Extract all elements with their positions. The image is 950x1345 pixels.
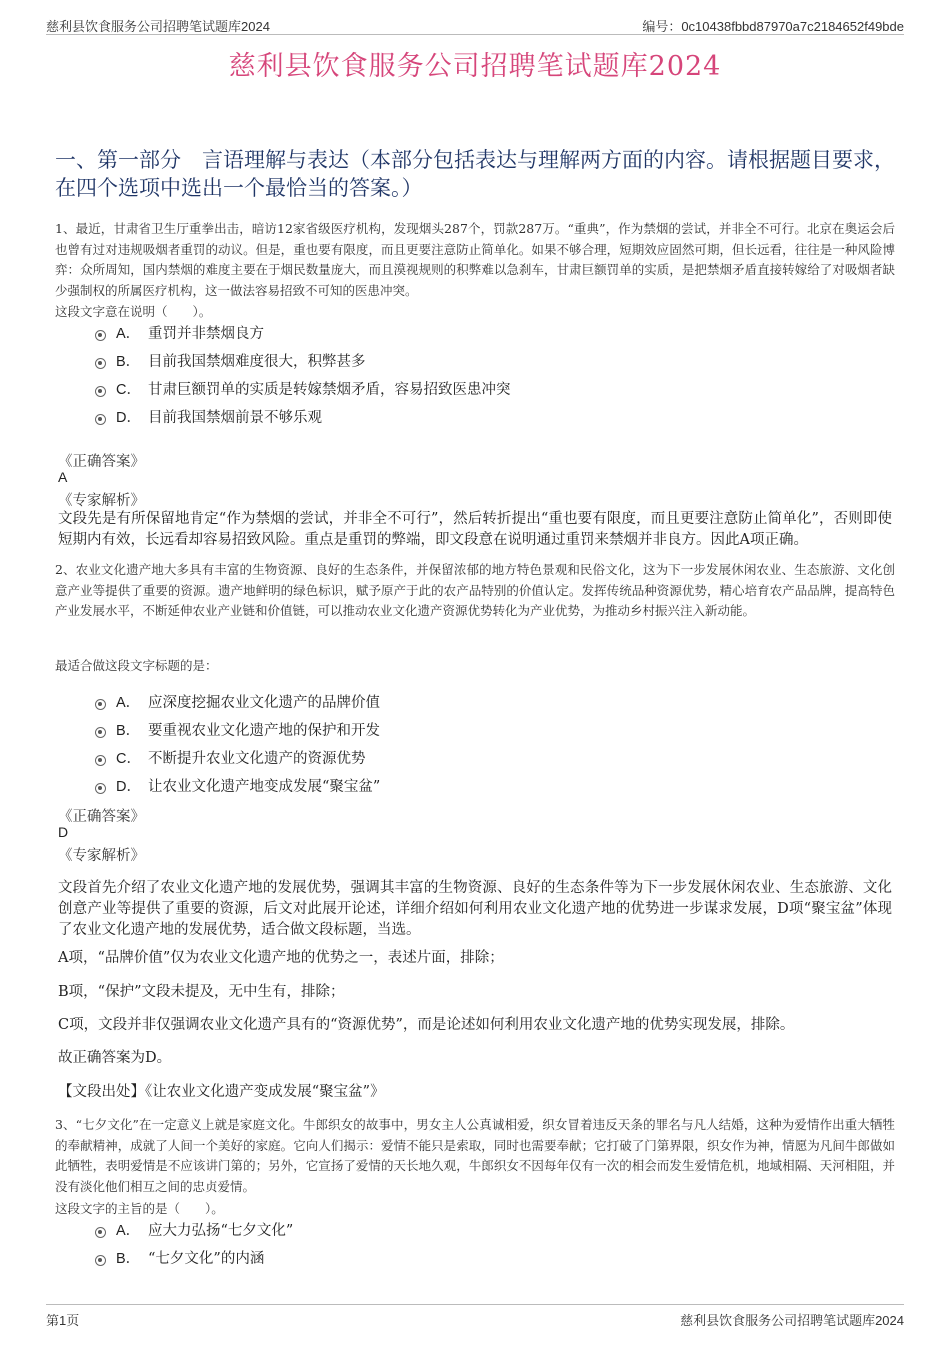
option-b[interactable]: B． 目前我国禁烟难度很大，积弊甚多	[95, 346, 511, 374]
header-doc-id: 编号：0c10438fbbd87970a7c2184652f49bde	[642, 19, 904, 34]
analysis-option-a: A项，“品牌价值”仅为农业文化遗产地的优势之一，表述片面，排除；	[58, 950, 504, 966]
question-3-text: 3、“七夕文化”在一定意义上就是家庭文化。牛郎织女的故事中，男女主人公真诚相爱，织女冒着违反天条的罪名与凡人结婚，这种为爱情作出重大牺牲的奉献精神，成就了人间一个美好的家庭。它向人们揭示：爱情不能只是索取，同时也需要奉献；它打破了门第界限，织女作为神，情愿为凡间牛郎做如此牺牲，表明爱情是不应该讲门第的；另外，它宣扬了爱情的天长地久观，牛郎织女不因每年仅有一次的相会而发生爱情危机，地域相隔、天河相阻，并没有淡化他们相互之间的忠贞爱情。	[55, 1117, 895, 1194]
option-d[interactable]: D． 让农业文化遗产地变成发展“聚宝盆”	[95, 771, 380, 799]
option-a[interactable]: A． 应深度挖掘农业文化遗产的品牌价值	[95, 687, 380, 715]
question-3-options	[95, 1215, 293, 1271]
option-a[interactable]: A． 重罚并非禁烟良方	[95, 318, 511, 346]
section-heading: 一、第一部分 言语理解与表达（本部分包括表达与理解两方面的内容。请根据题目要求，在四个选项中选出一个最恰当的答案。）	[55, 148, 895, 200]
answer-value: D	[58, 824, 69, 840]
radio-icon[interactable]	[95, 386, 106, 397]
analysis-text: 文段首先介绍了农业文化遗产地的发展优势，强调其丰富的生物资源、良好的生态条件等为下一步发展休闲农业、生态旅游、文化创意产业等提供了重要的资源，后文对此展开论述，详细介绍如何利用农业文化遗产地的优势进一步谋求发展，D项“聚宝盆”体现了农业文化遗产地的发展优势，适合做文段标题，当选。	[58, 880, 892, 938]
analysis-conclusion: 故正确答案为D。	[58, 1050, 172, 1066]
radio-icon[interactable]	[95, 414, 106, 425]
option-b[interactable]: B． “七夕文化”的内涵	[95, 1243, 293, 1271]
analysis-source: 【文段出处】《让农业文化遗产变成发展“聚宝盆”》	[58, 1084, 385, 1100]
page-footer	[46, 1304, 904, 1327]
footer-doc-title: 慈利县饮食服务公司招聘笔试题库2024	[680, 1313, 904, 1328]
radio-icon[interactable]	[95, 330, 106, 341]
option-a[interactable]: A． 应大力弘扬“七夕文化”	[95, 1215, 293, 1243]
radio-icon[interactable]	[95, 358, 106, 369]
header-doc-title: 慈利县饮食服务公司招聘笔试题库2024	[46, 19, 270, 34]
answer-label: 《正确答案》	[58, 809, 145, 825]
question-2-options	[95, 687, 380, 799]
option-d[interactable]: D． 目前我国禁烟前景不够乐观	[95, 402, 511, 430]
radio-icon[interactable]	[95, 783, 106, 794]
option-c[interactable]: C． 不断提升农业文化遗产的资源优势	[95, 743, 380, 771]
analysis-option-b: B项，“保护”文段未提及，无中生有，排除；	[58, 984, 345, 1000]
analysis-label: 《专家解析》	[58, 848, 145, 864]
question-1-text: 1、最近，甘肃省卫生厅重拳出击，暗访12家省级医疗机构，发现烟头287个，罚款287万。“重典”，作为禁烟的尝试，并非全不可行。北京在奥运会后也曾有过对违规吸烟者重罚的动议。但是，重也要有限度，而且更要注意防止简单化。如果不够合理，短期效应固然可期，但长远看，往往是一种风险博弈：众所周知，国内禁烟的难度主要在于烟民数量庞大，而且漠视规则的积弊难以急刹车，甘肃巨额罚单的实质，是把禁烟矛盾直接转嫁给了对吸烟者缺少强制权的所属医疗机构，这一做法容易招致不可知的医患冲突。	[55, 221, 895, 298]
radio-icon[interactable]	[95, 1255, 106, 1266]
question-1-options	[95, 318, 511, 430]
radio-icon[interactable]	[95, 1227, 106, 1238]
question-1-prompt: 这段文字意在说明（ ）。	[55, 304, 212, 319]
answer-value: A	[58, 469, 68, 485]
question-2-text: 2、农业文化遗产地大多具有丰富的生物资源、良好的生态条件，并保留浓郁的地方特色景观和民俗文化，这为下一步发展休闲农业、生态旅游、文化创意产业等提供了重要的资源。遗产地鲜明的绿色标识，赋予原产于此的农产品特别的价值认定。发挥传统品种资源优势，精心培育农产品品牌，提高特色产业发展水平，不断延伸农业产业链和价值链，可以推动农业文化遗产资源优势转化为产业优势，为推动乡村振兴注入新动能。	[55, 562, 895, 618]
radio-icon[interactable]	[95, 727, 106, 738]
radio-icon[interactable]	[95, 699, 106, 710]
page-header	[46, 14, 904, 35]
question-3-prompt: 这段文字的主旨的是（ ）。	[55, 1201, 224, 1216]
analysis-option-c: C项，文段并非仅强调农业文化遗产具有的“资源优势”，而是论述如何利用农业文化遗产地的优势实现发展，排除。	[58, 1017, 795, 1033]
analysis-text: 文段先是有所保留地肯定“作为禁烟的尝试，并非全不可行”，然后转折提出“重也要有限度，而且更要注意防止简单化”，否则即使短期内有效，长远看却容易招致风险。重点是重罚的弊端，即文段意在说明通过重罚来禁烟并非良方。因此A项正确。	[58, 511, 892, 548]
radio-icon[interactable]	[95, 755, 106, 766]
option-c[interactable]: C． 甘肃巨额罚单的实质是转嫁禁烟矛盾，容易招致医患冲突	[95, 374, 511, 402]
answer-label: 《正确答案》	[58, 454, 145, 470]
analysis-label: 《专家解析》	[58, 493, 145, 509]
question-2-prompt: 最适合做这段文字标题的是：	[55, 658, 218, 673]
option-b[interactable]: B． 要重视农业文化遗产地的保护和开发	[95, 715, 380, 743]
page-title: 慈利县饮食服务公司招聘笔试题库2024	[228, 51, 722, 82]
page-number: 第1页	[46, 1313, 80, 1328]
